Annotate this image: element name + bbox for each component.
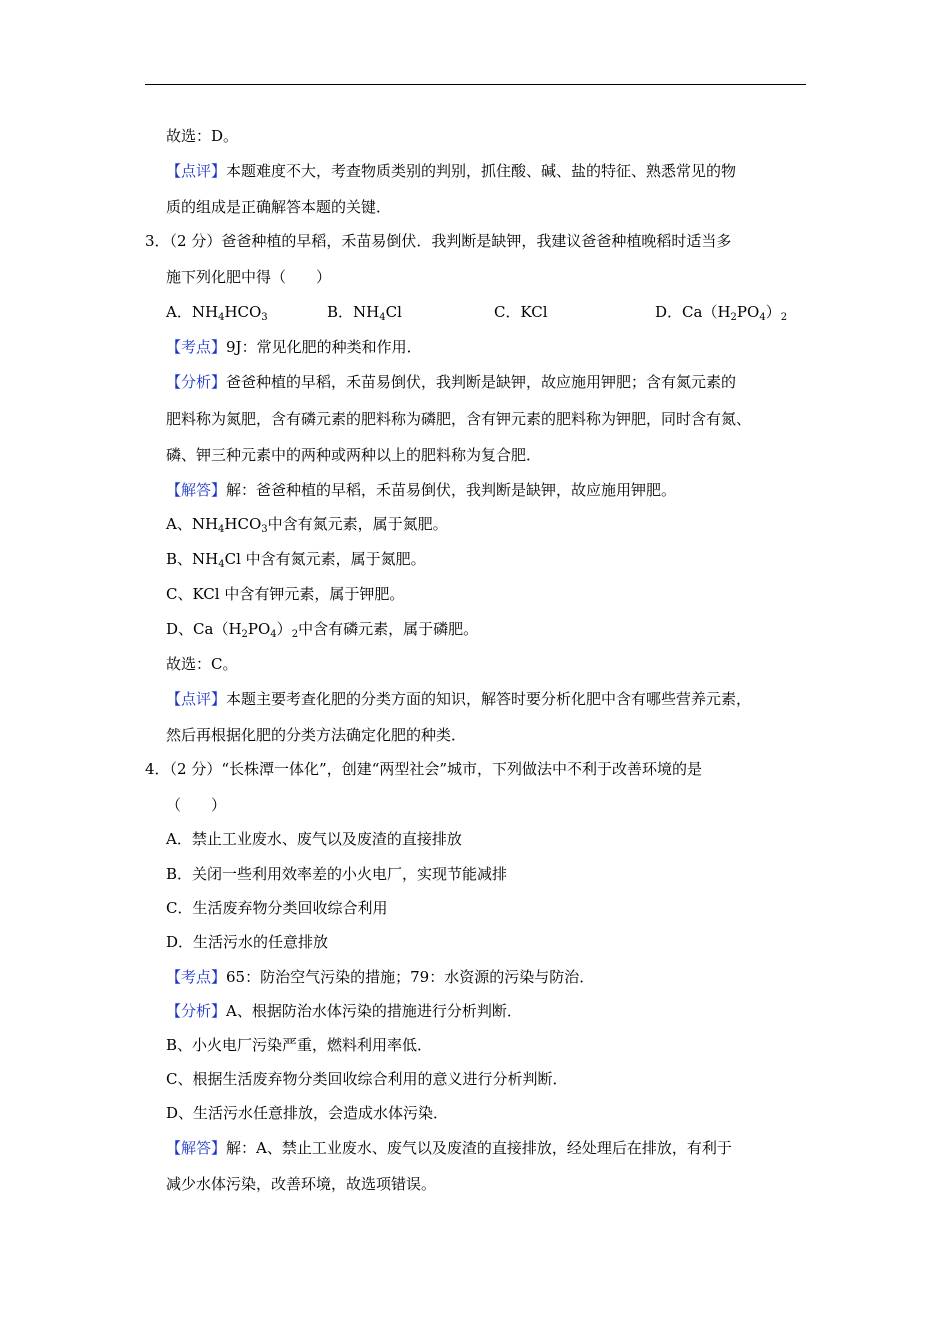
- q3-answer-d: D、$Ca(H_2PO_4)_2$中含有磷元素，属于磷肥。: [166, 620, 479, 640]
- q3-fenxi-cont-2: 磷、钾三种元素中的两种或两种以上的肥料称为复合肥．: [166, 446, 542, 464]
- q3-option-b: B．$NH_4Cl$: [327, 303, 402, 323]
- q2-comment-cont: 质的组成是正确解答本题的关键．: [166, 198, 392, 216]
- q3-option-c: C．KCl: [494, 303, 548, 321]
- header-rule: [145, 84, 806, 85]
- q3-fenxi: 【分析】爸爸种植的早稻，禾苗易倒伏，我判断是缺钾，故应施用钾肥；含有氮元素的: [166, 373, 737, 391]
- kaodian-tag: 【考点】: [166, 338, 227, 356]
- question-text: （2 分）“长株潭一体化”，创建“两型社会”城市，下列做法中不利于改善环境的是: [169, 760, 703, 778]
- q2-comment: [166, 161, 736, 181]
- q4-kaodian: 【考点】65：防治空气污染的措施；79：水资源的污染与防治．: [166, 968, 595, 986]
- question-number: 4．: [145, 760, 170, 778]
- q2-answer: 故选：D。: [166, 127, 239, 145]
- q3-stem-cont: 施下列化肥中得（ ）: [166, 268, 332, 286]
- comment-tag: 【点评】: [166, 162, 227, 180]
- q3-final-answer: 故选：C。: [166, 655, 238, 673]
- kaodian-tag: 【考点】: [166, 968, 227, 986]
- q3-answer-a: A、$NH_4HCO_3$中含有氮元素，属于氮肥。: [166, 515, 448, 535]
- fenxi-tag: 【分析】: [166, 373, 227, 391]
- q3-option-d: D．$Ca(H_2PO_4)_2$: [655, 303, 788, 323]
- q3-comment: 【点评】本题主要考查化肥的分类方面的知识，解答时要分析化肥中含有哪些营养元素，: [166, 690, 752, 708]
- q4-option-a: A．禁止工业废水、废气以及废渣的直接排放: [166, 830, 462, 848]
- q4-fenxi-c: C、根据生活废弃物分类回收综合利用的意义进行分析判断．: [166, 1070, 568, 1088]
- q3-option-a: A．$NH_4HCO_3$: [166, 303, 268, 323]
- q3-comment-cont: 然后再根据化肥的分类方法确定化肥的种类．: [166, 726, 467, 744]
- q4-stem-cont: （ ）: [166, 796, 227, 814]
- q4-fenxi-d: D、生活污水任意排放，会造成水体污染．: [166, 1104, 449, 1122]
- question-text: （2 分）爸爸种植的早稻，禾苗易倒伏．我判断是缺钾，我建议爸爸种植晚稻时适当多: [169, 232, 732, 250]
- q4-stem: [145, 759, 702, 779]
- q4-jieda-cont: 减少水体污染，改善环境，故选项错误。: [166, 1175, 437, 1193]
- fenxi-tag: 【分析】: [166, 1002, 227, 1020]
- q3-answer-c: C、KCl 中含有钾元素，属于钾肥。: [166, 585, 405, 603]
- q4-jieda: 【解答】解：A、禁止工业废水、废气以及废渣的直接排放，经处理后在排放，有利于: [166, 1139, 732, 1157]
- question-number: 3．: [145, 232, 170, 250]
- comment-tag: 【点评】: [166, 690, 227, 708]
- q3-fenxi-cont-1: 肥料称为氮肥，含有磷元素的肥料称为磷肥，含有钾元素的肥料称为钾肥，同时含有氮、: [166, 410, 752, 428]
- comment-text: 本题难度不大，考查物质类别的判别，抓住酸、碱、盐的特征、熟悉常见的物: [226, 162, 737, 180]
- q4-fenxi: 【分析】A、根据防治水体污染的措施进行分析判断．: [166, 1002, 522, 1020]
- q4-option-c: C．生活废弃物分类回收综合利用: [166, 899, 388, 917]
- q3-kaodian: 【考点】9J：常见化肥的种类和作用．: [166, 338, 422, 356]
- q4-option-d: D．生活污水的任意排放: [166, 933, 329, 951]
- q3-answer-b: B、$NH_4Cl$ 中含有氮元素，属于氮肥。: [166, 550, 426, 570]
- jieda-tag: 【解答】: [166, 481, 227, 499]
- q3-jieda: 【解答】解：爸爸种植的早稻，禾苗易倒伏，我判断是缺钾，故应施用钾肥。: [166, 481, 677, 499]
- jieda-tag: 【解答】: [166, 1139, 227, 1157]
- q4-option-b: B．关闭一些利用效率差的小火电厂，实现节能减排: [166, 865, 508, 883]
- q3-stem: [145, 231, 731, 251]
- q4-fenxi-b: B、小火电厂污染严重，燃料利用率低．: [166, 1036, 433, 1054]
